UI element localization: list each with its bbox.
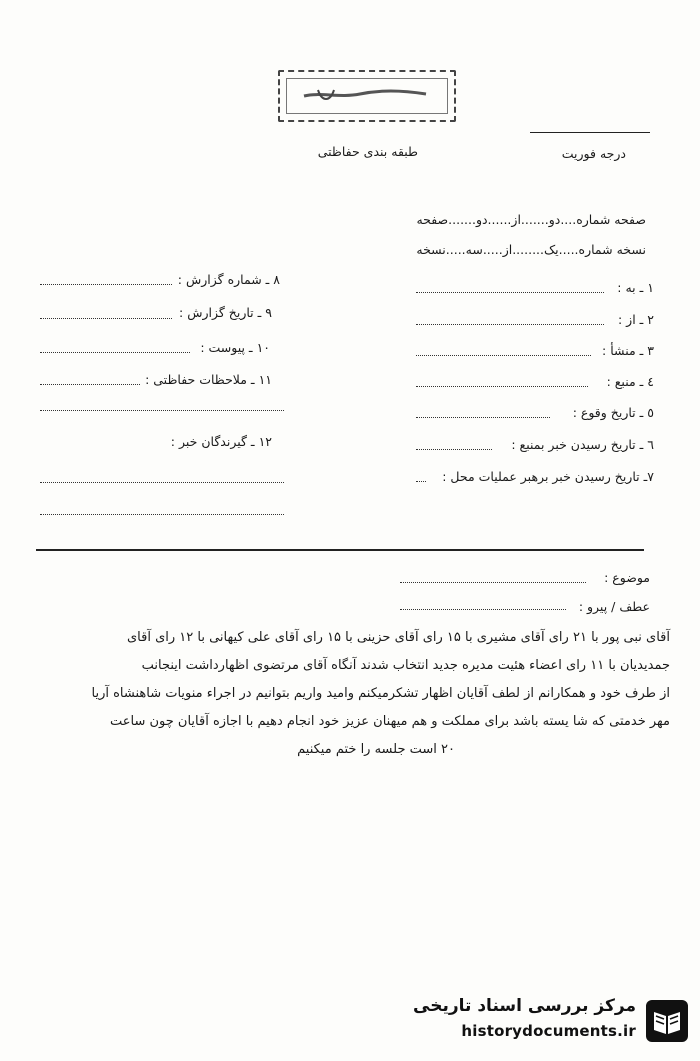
reference-line bbox=[400, 609, 566, 610]
subject-label: موضوع : bbox=[604, 570, 650, 585]
subject-line bbox=[400, 582, 586, 583]
urgency-line bbox=[530, 132, 650, 133]
body-line-5: ۲۰ است جلسه را ختم میکنیم bbox=[297, 742, 455, 757]
urgency-label: درجه فوریت bbox=[561, 146, 626, 161]
recipients-line-2 bbox=[40, 514, 284, 515]
attachment-label: ۱۰ ـ پیوست : bbox=[200, 340, 270, 355]
classification-stamp bbox=[278, 70, 456, 122]
security-notes-line-1 bbox=[40, 384, 140, 385]
event-date-field-label: ٥ ـ تاریخ وقوع : bbox=[572, 405, 654, 420]
source-field-line bbox=[416, 386, 588, 387]
date-received-ops-label: ۷ـ تاریخ رسیدن خبر برهبر عملیات محل : bbox=[442, 469, 654, 484]
book-icon bbox=[644, 998, 690, 1044]
report-body bbox=[36, 624, 670, 764]
reference-label: عطف / پیرو : bbox=[578, 599, 650, 614]
source-field-label: ٤ ـ منبع : bbox=[606, 374, 654, 389]
recipients-line-1 bbox=[40, 482, 284, 483]
date-received-source-line bbox=[416, 449, 492, 450]
recipients-label: ۱۲ ـ گیرندگان خبر : bbox=[170, 434, 272, 449]
origin-field-label: ۳ ـ منشأ : bbox=[602, 343, 654, 358]
report-date-label: ۹ ـ تاریخ گزارش : bbox=[179, 305, 272, 320]
date-received-source-label: ٦ ـ تاریخ رسیدن خبر بمنبع : bbox=[511, 437, 654, 452]
security-notes-label: ۱۱ ـ ملاحظات حفاظتی : bbox=[145, 372, 272, 387]
body-line-4: مهر خدمتی که شا یسته باشد برای مملکت و هم میهنان عزیز خود انجام دهیم با اجازه آقایان چون ساعت bbox=[109, 714, 670, 729]
origin-field-line bbox=[416, 355, 591, 356]
report-number-line bbox=[40, 284, 172, 285]
archive-watermark bbox=[406, 990, 690, 1054]
report-date-line bbox=[40, 318, 172, 319]
attachment-line bbox=[40, 352, 190, 353]
copy-number-field: نسخه شماره.....یک........از.....سه.....نسخه bbox=[416, 242, 646, 257]
security-notes-line-2 bbox=[40, 410, 284, 411]
stamp-scribble-icon bbox=[300, 82, 430, 106]
archive-url: historydocuments.ir bbox=[461, 1022, 636, 1040]
body-line-3: از طرف خود و همکارانم از لطف آقایان اظهار تشکرمیکنم وامید واریم بتوانیم در اجراء منویات شاهنشاه آریا bbox=[91, 686, 670, 701]
page-number-field: صفحه شماره....دو.......از......دو.......صفحه bbox=[416, 212, 646, 227]
from-field-label: ۲ ـ از : bbox=[617, 312, 654, 327]
to-field-label: ۱ ـ به : bbox=[617, 280, 654, 295]
body-line-1: آقای نبی پور با ۲۱ رای آقای مشیری با ۱۵ رای آقای حزینی با ۱۵ رای آقای علی کیهانی با ۱۲ رای آقای bbox=[126, 630, 670, 645]
archive-center-title: مرکز بررسی اسناد تاریخی bbox=[413, 996, 636, 1016]
body-line-2: جمدیدیان با ۱۱ رای اعضاء هئیت مدیره جدید انتخاب شدند آنگاه آقای مرتضوی اظهارداشت اینجانب bbox=[141, 658, 670, 673]
date-received-ops-line bbox=[416, 481, 426, 482]
report-number-label: ۸ ـ شماره گزارش : bbox=[177, 272, 280, 287]
event-date-field-line bbox=[416, 417, 550, 418]
to-field-line bbox=[416, 292, 604, 293]
section-divider bbox=[36, 549, 644, 551]
from-field-line bbox=[416, 324, 604, 325]
classification-label: طبقه بندی حفاظتی bbox=[317, 144, 418, 159]
